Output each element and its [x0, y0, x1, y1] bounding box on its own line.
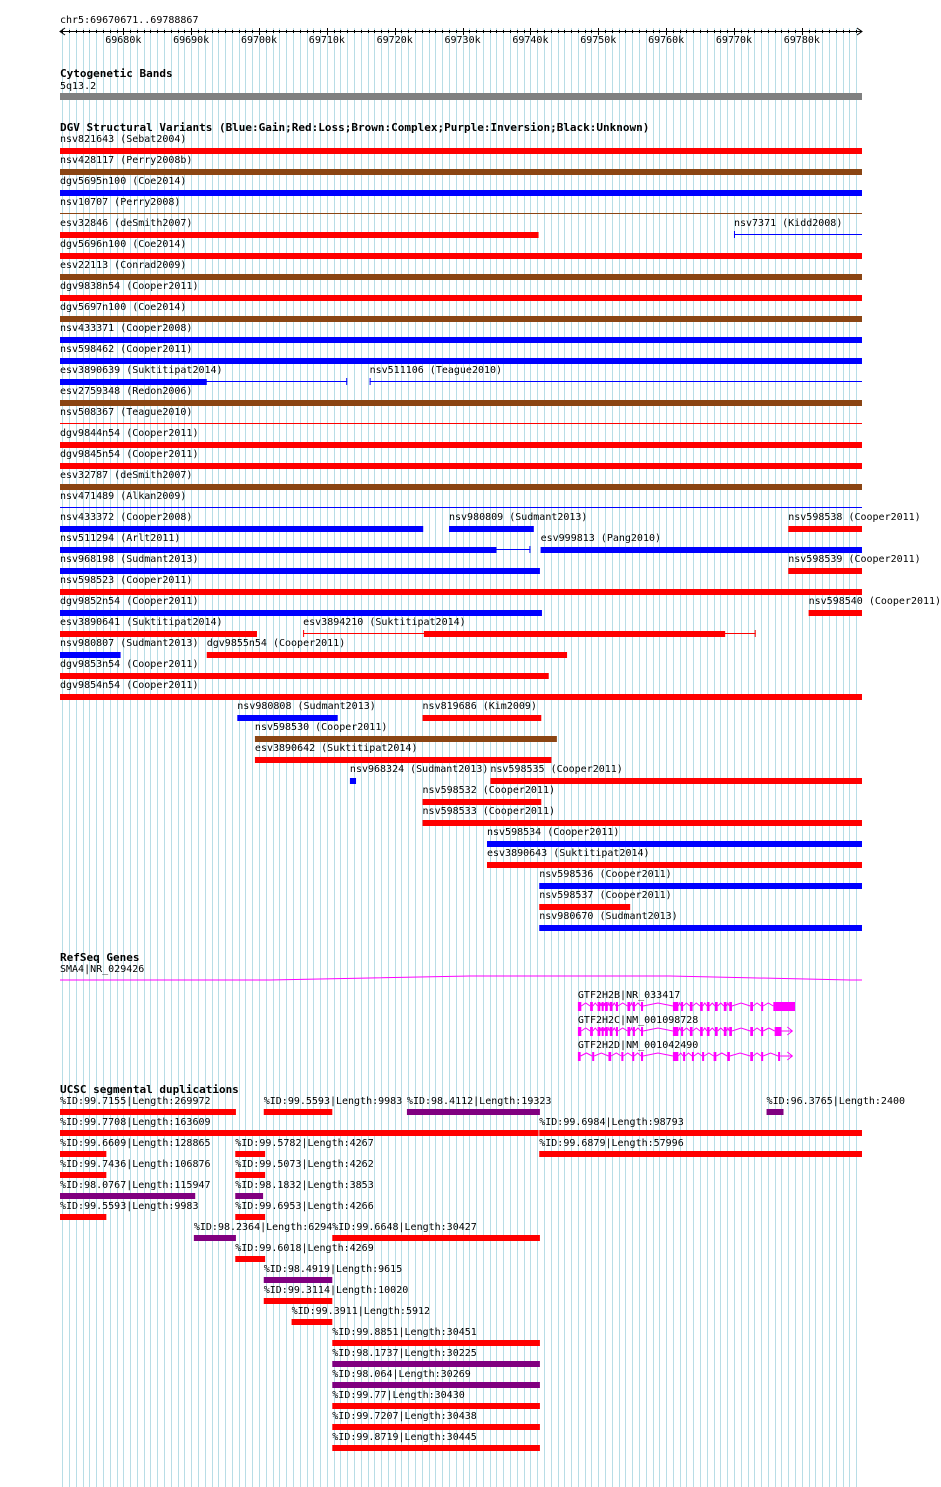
refseq-exon: [681, 1027, 683, 1036]
refseq-intron: [604, 1028, 605, 1031]
dgv-feature-label: dgv9845n54 (Cooper2011): [60, 449, 199, 460]
refseq-intron: [643, 1053, 673, 1056]
refseq-intron-line: [60, 976, 862, 980]
segdup-feature-label: %ID:98.2364|Length:6294: [193, 1222, 333, 1233]
segdup-feature-bar: [60, 1109, 236, 1115]
refseq-gene-label: SMA4|NR_029426: [60, 964, 145, 975]
segdup-feature-label: %ID:99.5073|Length:4262: [235, 1159, 374, 1170]
dgv-feature-bar: [60, 694, 862, 700]
refseq-gene-label: GTF2H2D|NM_001042490: [577, 1040, 699, 1051]
refseq-intron: [732, 1003, 750, 1006]
dgv-feature-bar: [423, 820, 862, 826]
cyto-track-title: Cytogenetic Bands: [60, 67, 173, 80]
segdup-feature-bar: [264, 1298, 333, 1304]
dgv-feature-bar: [60, 337, 862, 343]
dgv-feature-label: dgv9853n54 (Cooper2011): [60, 659, 199, 670]
refseq-intron: [718, 1028, 724, 1031]
segdup-feature-bar: [235, 1151, 265, 1157]
dgv-feature-label: dgv9838n54 (Cooper2011): [60, 281, 199, 292]
dgv-feature-bar: [60, 568, 540, 574]
refseq-exon: [590, 1027, 593, 1036]
refseq-intron: [600, 1028, 601, 1031]
dgv-feature-bar: [541, 547, 862, 553]
refseq-intron: [693, 1028, 700, 1031]
refseq-exon: [683, 1052, 685, 1061]
refseq-intron: [604, 1003, 605, 1006]
segdup-feature-bar: [292, 1319, 333, 1325]
ruler-tick-label: 69680k: [105, 35, 142, 46]
segdup-feature-bar: [264, 1277, 333, 1283]
dgv-feature-label: nsv511294 (Arlt2011): [60, 533, 181, 544]
segdup-feature-bar: [332, 1382, 540, 1388]
refseq-exon: [673, 1002, 678, 1011]
segdup-feature-label: %ID:99.5782|Length:4267: [235, 1138, 374, 1149]
refseq-intron: [635, 1028, 641, 1031]
segdup-feature-bar: [60, 1214, 106, 1220]
dgv-feature-label: esv32846 (deSmith2007): [60, 218, 193, 229]
dgv-feature-label: esv3890641 (Suktitipat2014): [60, 617, 223, 628]
segdup-feature-label: %ID:99.77|Length:30430: [332, 1390, 465, 1401]
dgv-feature-label: nsv598539 (Cooper2011): [788, 554, 921, 565]
segdup-feature-bar: [407, 1109, 540, 1115]
segdup-feature-label: %ID:99.6953|Length:4266: [235, 1201, 374, 1212]
dgv-feature-label: nsv598540 (Cooper2011): [808, 596, 941, 607]
refseq-exon: [700, 1027, 703, 1036]
dgv-feature-bar: [60, 295, 862, 301]
dgv-feature-label: esv3894210 (Suktitipat2014): [303, 617, 466, 628]
dgv-feature-label: nsv511106 (Teague2010): [369, 365, 503, 376]
segdup-feature-label: %ID:99.6018|Length:4269: [235, 1243, 374, 1254]
dgv-feature-label: nsv598538 (Cooper2011): [788, 512, 921, 523]
dgv-feature-label: dgv9852n54 (Cooper2011): [60, 596, 199, 607]
dgv-feature-label: esv3890643 (Suktitipat2014): [486, 848, 650, 859]
refseq-intron: [716, 1053, 727, 1056]
refseq-exon: [761, 1052, 763, 1061]
refseq-exon: [681, 1002, 683, 1011]
segdup-feature-bar: [235, 1214, 265, 1220]
refseq-intron: [593, 1003, 598, 1006]
refseq-intron: [732, 1028, 750, 1031]
segdup-feature-label: %ID:99.6609|Length:128865: [60, 1138, 211, 1149]
refseq-intron: [753, 1003, 761, 1006]
segdup-feature-bar: [194, 1235, 236, 1241]
cytoband-bar: [60, 93, 862, 100]
refseq-intron: [634, 1053, 641, 1056]
dgv-feature-label: dgv5697n100 (Coe2014): [60, 302, 187, 313]
dgv-feature-label: dgv5695n100 (Coe2014): [60, 176, 187, 187]
refseq-exon: [715, 1027, 718, 1036]
dgv-feature-label: nsv598537 (Cooper2011): [539, 890, 672, 901]
dgv-feature-label: nsv508367 (Teague2010): [60, 407, 193, 418]
dgv-feature-label: nsv968198 (Sudmant2013): [60, 554, 199, 565]
segdup-feature-label: %ID:99.3114|Length:10020: [263, 1285, 409, 1296]
dgv-feature-bar: [788, 526, 862, 532]
refseq-exon: [633, 1027, 635, 1036]
segdup-feature-bar: [60, 1151, 106, 1157]
segdup-feature-bar: [539, 1151, 862, 1157]
dgv-feature-label: nsv10707 (Perry2008): [60, 197, 181, 208]
segdup-feature-label: %ID:98.064|Length:30269: [332, 1369, 471, 1380]
segdup-feature-label: %ID:98.4919|Length:9615: [263, 1264, 403, 1275]
segdup-feature-bar: [332, 1445, 540, 1451]
dgv-feature-bar: [207, 652, 567, 658]
refseq-intron: [678, 1028, 681, 1031]
refseq-exon: [761, 1027, 763, 1036]
dgv-feature-bar: [423, 799, 542, 805]
segdup-feature-bar: [332, 1424, 540, 1430]
refseq-exon: [610, 1002, 613, 1011]
dgv-feature-label: nsv433371 (Cooper2008): [60, 323, 193, 334]
refseq-exon: [605, 1027, 608, 1036]
refseq-exon: [707, 1027, 710, 1036]
dgv-feature-label: nsv7371 (Kidd2008): [733, 218, 843, 229]
dgv-feature-label: esv2759348 (Redon2006): [60, 386, 193, 397]
dgv-feature-bar: [60, 232, 539, 238]
dgv-feature-bar: [60, 169, 862, 175]
refseq-exon: [578, 1027, 581, 1036]
refseq-exon: [641, 1002, 643, 1011]
refseq-intron: [593, 1028, 598, 1031]
refseq-gene-label: GTF2H2B|NR_033417: [577, 990, 681, 1001]
dgv-feature-bar: [60, 526, 423, 532]
dgv-feature-bar: [60, 652, 121, 658]
dgv-feature-label: nsv598534 (Cooper2011): [486, 827, 620, 838]
dgv-feature-label: nsv598532 (Cooper2011): [422, 785, 555, 796]
refseq-intron: [763, 1053, 778, 1056]
segdup-feature-bar: [767, 1109, 784, 1115]
segdup-feature-label: %ID:99.6648|Length:30427: [332, 1222, 477, 1233]
dgv-feature-bar: [60, 442, 862, 448]
refseq-intron: [581, 1028, 590, 1031]
dgv-track-title: DGV Structural Variants (Blue:Gain;Red:Loss;Brown:Complex;Purple:Inversion;Black:Unknown): [60, 121, 650, 134]
refseq-intron: [703, 1028, 707, 1031]
refseq-intron: [630, 1028, 633, 1031]
dgv-feature-bar: [60, 610, 542, 616]
dgv-feature-bar: [255, 736, 557, 742]
dgv-feature-label: nsv819686 (Kim2009): [422, 701, 537, 712]
refseq-exon: [724, 1027, 727, 1036]
segdup-feature-bar: [332, 1403, 540, 1409]
segdup-feature-bar: [332, 1235, 540, 1241]
refseq-exon: [616, 1002, 618, 1011]
refseq-exon: [590, 1002, 593, 1011]
refseq-exon: [641, 1052, 643, 1061]
dgv-feature-label: nsv980670 (Sudmant2013): [539, 911, 678, 922]
refseq-exon: [621, 1052, 623, 1061]
dgv-feature-label: nsv428117 (Perry2008b): [60, 155, 193, 166]
dgv-feature-label: dgv9854n54 (Cooper2011): [60, 680, 199, 691]
refseq-exon: [608, 1052, 611, 1061]
dgv-feature-bar: [539, 883, 862, 889]
dgv-feature-label: dgv9855n54 (Cooper2011): [206, 638, 346, 649]
refseq-exon: [673, 1027, 678, 1036]
segdup-feature-label: %ID:96.3765|Length:2400: [766, 1096, 906, 1107]
dgv-feature-label: nsv598530 (Cooper2011): [254, 722, 388, 733]
dgv-feature-bar: [788, 568, 862, 574]
refseq-intron: [678, 1003, 681, 1006]
dgv-feature-bar: [60, 400, 862, 406]
refseq-intron: [581, 1053, 593, 1056]
dgv-feature-label: nsv821643 (Sebat2004): [60, 134, 187, 145]
refseq-intron: [618, 1003, 627, 1006]
segdup-feature-label: %ID:99.5593|Length:9983: [60, 1201, 199, 1212]
refseq-exon: [692, 1052, 694, 1061]
segdup-feature-bar: [332, 1340, 540, 1346]
refseq-exon: [633, 1002, 635, 1011]
refseq-exon: [690, 1027, 693, 1036]
dgv-feature-bar: [449, 526, 534, 532]
dgv-feature-label: esv22113 (Conrad2009): [60, 260, 187, 271]
refseq-intron: [611, 1053, 621, 1056]
ruler-tick-label: 69720k: [376, 35, 413, 46]
refseq-exon: [605, 1002, 608, 1011]
refseq-intron: [730, 1053, 750, 1056]
dgv-feature-label: nsv598536 (Cooper2011): [539, 869, 672, 880]
dgv-feature-label: dgv5696n100 (Coe2014): [60, 239, 187, 250]
dgv-feature-bar: [809, 610, 862, 616]
refseq-exon: [592, 1052, 594, 1061]
segdup-feature-label: %ID:98.4112|Length:19323: [406, 1096, 552, 1107]
refseq-exon: [598, 1002, 601, 1011]
dgv-feature-block: [424, 631, 725, 637]
refseq-intron: [763, 1028, 775, 1031]
dgv-feature-label: esv32787 (deSmith2007): [60, 470, 193, 481]
refseq-intron: [630, 1003, 633, 1006]
refseq-intron: [710, 1028, 715, 1031]
dgv-feature-bar: [60, 673, 549, 679]
refseq-exon: [775, 1027, 782, 1036]
dgv-feature-label: dgv9844n54 (Cooper2011): [60, 428, 199, 439]
dgv-feature-bar: [60, 316, 862, 322]
refseq-exon: [750, 1027, 753, 1036]
refseq-exon: [598, 1027, 601, 1036]
refseq-intron: [678, 1053, 683, 1056]
dgv-feature-bar: [60, 631, 257, 637]
refseq-intron: [613, 1028, 616, 1031]
refseq-intron: [581, 1003, 590, 1006]
dgv-feature-bar: [60, 253, 862, 259]
refseq-intron: [694, 1053, 702, 1056]
refseq-exon: [778, 1052, 780, 1061]
dgv-feature-label: nsv598535 (Cooper2011): [490, 764, 623, 775]
dgv-feature-label: nsv598533 (Cooper2011): [422, 806, 555, 817]
dgv-feature-bar: [490, 778, 862, 784]
segdup-feature-label: %ID:99.7708|Length:163609: [60, 1117, 211, 1128]
dgv-feature-bar: [487, 841, 862, 847]
ruler-tick-label: 69710k: [308, 35, 345, 46]
refseq-intron: [727, 1003, 730, 1006]
refseq-intron: [635, 1003, 641, 1006]
ruler-tick-label: 69690k: [173, 35, 210, 46]
ruler-tick-label: 69700k: [240, 35, 278, 46]
refseq-exon: [616, 1027, 618, 1036]
segdup-feature-label: %ID:98.1832|Length:3853: [235, 1180, 374, 1191]
refseq-intron: [704, 1053, 713, 1056]
refseq-intron: [608, 1028, 610, 1031]
ruler-tick-label: 69780k: [783, 35, 820, 46]
dgv-feature-label: nsv980808 (Sudmant2013): [237, 701, 376, 712]
refseq-exon: [602, 1002, 604, 1011]
refseq-exon: [673, 1052, 678, 1061]
dgv-feature-bar: [539, 925, 862, 931]
dgv-feature-bar: [60, 358, 862, 364]
dgv-feature-label: nsv433372 (Cooper2008): [60, 512, 193, 523]
dgv-feature-bar: [255, 757, 552, 763]
refseq-intron: [763, 1003, 773, 1006]
segdup-feature-label: %ID:99.5593|Length:9983: [263, 1096, 403, 1107]
refseq-intron: [718, 1003, 724, 1006]
dgv-feature-label: nsv471489 (Alkan2009): [60, 491, 187, 502]
cyto-band-label: 5q13.2: [60, 81, 97, 92]
refseq-exon: [729, 1002, 732, 1011]
segdup-feature-label: %ID:99.7207|Length:30438: [332, 1411, 477, 1422]
refseq-exon: [627, 1002, 630, 1011]
refseq-intron: [703, 1003, 707, 1006]
ruler-tick-label: 69770k: [715, 35, 753, 46]
refseq-intron: [613, 1003, 616, 1006]
refseq-intron: [608, 1003, 610, 1006]
refseq-exon: [632, 1052, 634, 1061]
refseq-exon: [714, 1052, 717, 1061]
dgv-feature-bar: [350, 778, 356, 784]
refseq-intron: [618, 1028, 627, 1031]
segdup-feature-bar: [235, 1193, 263, 1199]
refseq-intron: [753, 1028, 761, 1031]
dgv-feature-label: esv3890639 (Suktitipat2014): [60, 365, 223, 376]
ruler-tick-label: 69740k: [512, 35, 549, 46]
dgv-feature-bar: [423, 715, 542, 721]
dgv-feature-label: nsv980809 (Sudmant2013): [448, 512, 588, 523]
segdup-feature-bar: [60, 1193, 195, 1199]
refseq-exon: [578, 1052, 581, 1061]
refseq-gene-label: GTF2H2C|NM_001098728: [577, 1015, 699, 1026]
refseq-exon: [610, 1027, 613, 1036]
refseq-exon: [690, 1002, 693, 1011]
refseq-exon: [773, 1002, 795, 1011]
refseq-exon: [602, 1027, 604, 1036]
segdup-feature-label: %ID:99.7155|Length:269972: [60, 1096, 211, 1107]
dgv-feature-bar: [60, 274, 862, 280]
dgv-feature-bar: [60, 484, 862, 490]
segdup-feature-bar: [264, 1109, 333, 1115]
dgv-feature-bar: [487, 862, 862, 868]
refseq-exon: [750, 1002, 753, 1011]
dgv-feature-label: nsv980807 (Sudmant2013): [60, 638, 199, 649]
dgv-feature-block: [60, 547, 496, 553]
segdup-feature-bar: [332, 1361, 540, 1367]
refseq-intron: [600, 1003, 601, 1006]
dgv-feature-bar: [237, 715, 337, 721]
refseq-exon: [702, 1052, 704, 1061]
dgv-feature-bar: [60, 589, 862, 595]
refseq-intron: [623, 1053, 632, 1056]
refseq-intron: [683, 1028, 690, 1031]
segdup-feature-label: %ID:99.7436|Length:106876: [60, 1159, 211, 1170]
refseq-intron: [753, 1053, 761, 1056]
refseq-intron: [685, 1053, 692, 1056]
segdup-feature-label: %ID:99.8719|Length:30445: [332, 1432, 477, 1443]
segdup-feature-bar: [235, 1256, 265, 1262]
ruler-tick-label: 69750k: [580, 35, 617, 46]
refseq-exon: [578, 1002, 581, 1011]
segdup-feature-label: %ID:98.0767|Length:115947: [60, 1180, 211, 1191]
refseq-intron: [693, 1003, 700, 1006]
dgv-feature-block: [60, 379, 207, 385]
dgv-feature-bar: [60, 190, 862, 196]
refseq-intron: [643, 1003, 673, 1006]
refseq-exon: [627, 1027, 630, 1036]
refseq-exon: [727, 1052, 730, 1061]
ruler-tick-label: 69760k: [648, 35, 685, 46]
refseq-exon: [750, 1052, 753, 1061]
segdup-feature-bar: [60, 1172, 106, 1178]
dgv-feature-label: esv3890642 (Suktitipat2014): [254, 743, 418, 754]
segdup-feature-bar: [539, 1130, 862, 1136]
refseq-exon: [724, 1002, 727, 1011]
region-label: chr5:69670671..69788867: [60, 15, 199, 26]
dgv-feature-bar: [539, 904, 630, 910]
segdup-feature-label: %ID:99.3911|Length:5912: [291, 1306, 431, 1317]
dgv-feature-label: nsv598462 (Cooper2011): [60, 344, 193, 355]
segdup-feature-label: %ID:99.8851|Length:30451: [332, 1327, 477, 1338]
segdup-feature-label: %ID:99.6984|Length:98793: [539, 1117, 684, 1128]
refseq-exon: [715, 1002, 718, 1011]
refseq-exon: [761, 1002, 763, 1011]
segdup-feature-bar: [60, 1130, 539, 1136]
refseq-intron: [683, 1003, 690, 1006]
refseq-intron: [594, 1053, 608, 1056]
segdup-feature-label: %ID:98.1737|Length:30225: [332, 1348, 477, 1359]
segdup-feature-bar: [235, 1172, 265, 1178]
refseq-exon: [641, 1027, 643, 1036]
refseq-intron: [643, 1028, 673, 1031]
dgv-feature-bar: [60, 463, 862, 469]
ruler-tick-label: 69730k: [444, 35, 481, 46]
dgv-feature-label: esv999813 (Pang2010): [540, 533, 662, 544]
refseq-exon: [700, 1002, 703, 1011]
refseq-track-title: RefSeq Genes: [60, 951, 140, 964]
refseq-exon: [729, 1027, 732, 1036]
segdup-track-title: UCSC segmental duplications: [60, 1083, 239, 1096]
refseq-intron: [727, 1028, 730, 1031]
dgv-feature-label: nsv598523 (Cooper2011): [60, 575, 193, 586]
dgv-feature-label: nsv968324 (Sudmant2013): [349, 764, 489, 775]
refseq-exon: [707, 1002, 710, 1011]
segdup-feature-label: %ID:99.6879|Length:57996: [539, 1138, 684, 1149]
refseq-intron: [710, 1003, 715, 1006]
dgv-feature-bar: [60, 148, 862, 154]
